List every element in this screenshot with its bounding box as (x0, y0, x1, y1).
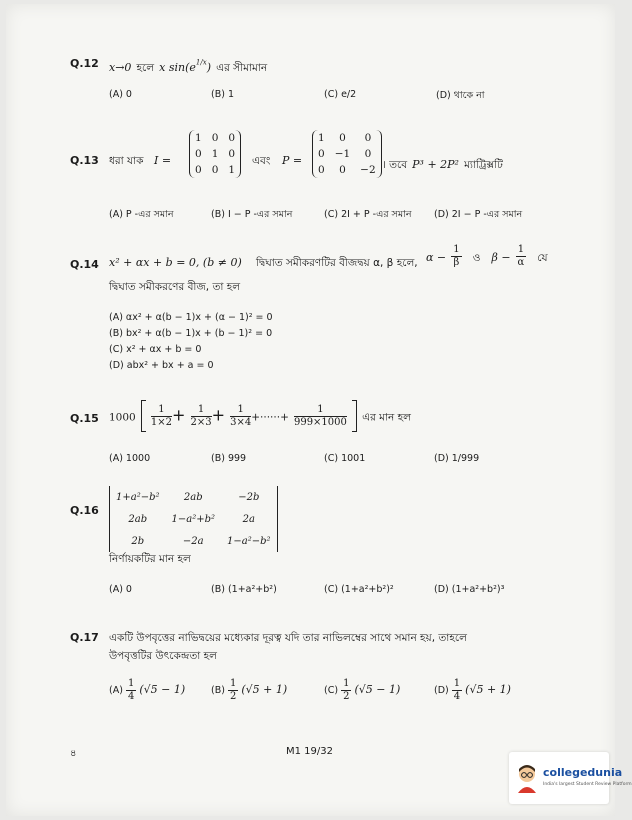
q13-option-d[interactable]: (D) 2I − P -এর সমান (434, 209, 523, 220)
q14-text: দ্বিঘাত সমীকরণটির বীজদ্বয় α, β হলে, (256, 257, 418, 269)
q13-i-label: I = (154, 154, 172, 167)
q15-option-d[interactable]: (D) 1/999 (434, 453, 480, 464)
q17-option-c[interactable]: (C) $\frac{1}{2}$ (√5 − 1) (324, 678, 401, 702)
q17-option-a[interactable]: (A) $\frac{1}{4}$ (√5 − 1) (109, 678, 186, 702)
logo-tagline: India's largest Student Review Platform (543, 782, 632, 787)
q16-caption: নির্ণায়কটির মান হল (109, 553, 191, 565)
q14-option-b[interactable]: (B) bx² + α(b − 1)x + (b − 1)² = 0 (109, 328, 273, 339)
page-code: M1 19/32 (286, 746, 333, 757)
p-matrix: 1 0 0 0 −1 0 0 0 −2 (312, 130, 382, 178)
q13-let: ধরা যাক (109, 155, 144, 167)
q14-line2: দ্বিঘাত সমীকরণের বীজ, তা হল (109, 281, 241, 293)
question-page (6, 4, 615, 816)
q12-option-a[interactable]: (A) 0 (109, 89, 132, 100)
q16-option-d[interactable]: (D) (1+a²+b²)³ (434, 584, 505, 595)
q15-expression: 1000 $\frac{1}{1\times 2}$ + $\frac{1}{2\times 3}$ + $\frac{1}{3\times 4}$ +······+ $\frac{1}{999\times 1000}$ এর মান হল (109, 400, 411, 432)
q17-number: Q.17 (70, 631, 99, 644)
q12-stem: x→0 হলে x $\sin(e^{1/x})$ এর সীমামান (109, 58, 268, 74)
q13-option-a[interactable]: (A) P -এর সমান (109, 209, 174, 220)
q16-option-a[interactable]: (A) 0 (109, 584, 132, 595)
identity-matrix: 1 0 0 0 1 0 0 0 1 (189, 130, 241, 178)
q16-number: Q.16 (70, 504, 99, 517)
q14-equation: x² + αx + b = 0, (b ≠ 0) (109, 256, 242, 269)
q17-option-d[interactable]: (D) $\frac{1}{4}$ (√5 + 1) (434, 678, 511, 702)
q14-option-c[interactable]: (C) x² + αx + b = 0 (109, 344, 202, 355)
q13-p-label: P = (282, 154, 303, 167)
q15-option-c[interactable]: (C) 1001 (324, 453, 366, 464)
q14-roots-expr: α − $\frac{1}{\beta}$ ও β − $\frac{1}{\alpha}$ যে (426, 244, 548, 268)
q13-number: Q.13 (70, 154, 99, 167)
q14-option-a[interactable]: (A) αx² + α(b − 1)x + (α − 1)² = 0 (109, 312, 273, 323)
q17-line2: উপবৃত্তটির উৎকেন্দ্রতা হল (109, 650, 217, 662)
q12-number: Q.12 (70, 57, 99, 70)
q16-determinant: 1+a²−b² 2ab −2b 2ab 1−a²+b² 2a 2b −2a 1−a²−b² (109, 486, 278, 552)
collegedunia-logo[interactable] (509, 752, 632, 804)
q16-option-b[interactable]: (B) (1+a²+b²) (211, 584, 277, 595)
q15-number: Q.15 (70, 412, 99, 425)
logo-name: collegedunia (543, 766, 623, 779)
q14-option-d[interactable]: (D) abx² + bx + a = 0 (109, 360, 214, 371)
q15-option-a[interactable]: (A) 1000 (109, 453, 151, 464)
q13-option-b[interactable]: (B) I − P -এর সমান (211, 209, 293, 220)
q13-tail: । তবে P³ + 2P² ম্যাট্রিক্সটি (382, 158, 503, 171)
q12-option-d[interactable]: (D) থাকে না (436, 90, 485, 101)
q17-option-b[interactable]: (B) $\frac{1}{2}$ (√5 + 1) (211, 678, 288, 702)
q17-line1: একটি উপবৃত্তের নাভিদ্বয়ের মধ্যেকার দূরত্ব যদি তার নাভিলম্বের সাথে সমান হয়, তাহলে (109, 632, 467, 644)
student-avatar-icon (514, 763, 540, 793)
page-number: ৪ (70, 748, 77, 759)
q16-option-c[interactable]: (C) (1+a²+b²)² (324, 584, 394, 595)
q12-option-b[interactable]: (B) 1 (211, 89, 234, 100)
q15-option-b[interactable]: (B) 999 (211, 453, 247, 464)
q14-number: Q.14 (70, 258, 99, 271)
q13-option-c[interactable]: (C) 2I + P -এর সমান (324, 209, 412, 220)
q13-and: এবং (252, 155, 271, 167)
q12-option-c[interactable]: (C) e/2 (324, 89, 357, 100)
